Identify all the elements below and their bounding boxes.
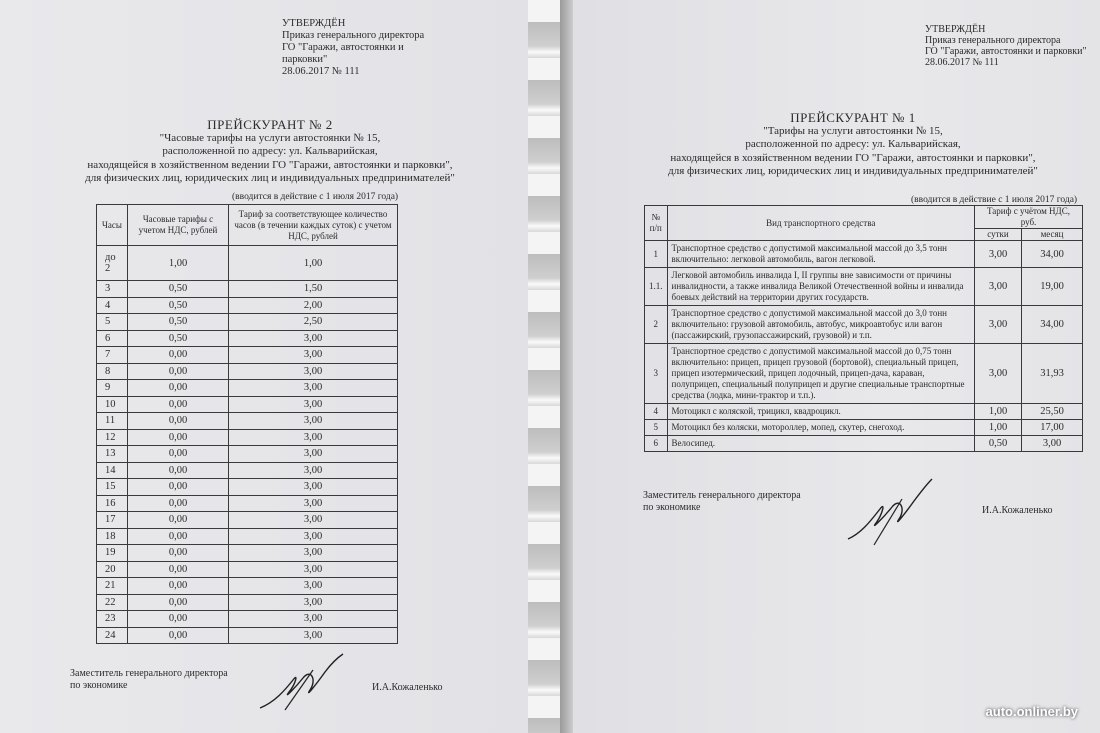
total-rate-cell: 3,00 xyxy=(229,627,398,644)
hourly-rate-cell: 0,00 xyxy=(128,347,229,364)
hourly-rate-cell: 0,00 xyxy=(128,462,229,479)
hours-cell: 7 xyxy=(97,347,128,364)
hourly-rate-cell: 0,00 xyxy=(128,396,229,413)
effective-date: (вводится в действие с 1 июля 2017 года) xyxy=(911,195,1078,205)
approval-date: 28.06.2017 № 111 xyxy=(925,57,999,68)
table-header-row xyxy=(97,205,398,246)
total-rate-cell: 3,00 xyxy=(229,545,398,562)
vehicle-type-cell: Мотоцикл без коляски, мотороллер, мопед, скутер, снегоход. xyxy=(667,420,975,436)
total-rate-cell: 3,00 xyxy=(229,611,398,628)
approval-line: ГО "Гаражи, автостоянки и парковки" xyxy=(925,46,1087,57)
total-rate-cell: 2,50 xyxy=(229,314,398,331)
total-rate-cell: 3,00 xyxy=(229,446,398,463)
table-row xyxy=(645,344,1083,404)
document-subtitle: для физических лиц, юридических лиц и индивидуальных предпринимателей" xyxy=(85,172,455,184)
hours-cell: 5 xyxy=(97,314,128,331)
total-rate-cell: 3,00 xyxy=(229,512,398,529)
total-rate-cell: 3,00 xyxy=(229,363,398,380)
table-row xyxy=(97,347,398,364)
hours-cell: 23 xyxy=(97,611,128,628)
hours-cell: 3 xyxy=(97,281,128,298)
total-rate-cell: 3,00 xyxy=(229,413,398,430)
hours-cell: 6 xyxy=(97,330,128,347)
vehicle-type-cell: Транспортное средство с допустимой максимальной массой до 3,0 тонн включительно: грузовой автомобиль, автобус, микроавтобус или вагон (пассажирский, грузопассажирский, грузовой) и т.п. xyxy=(667,306,975,344)
approval-stamp xyxy=(282,18,424,78)
table-row xyxy=(97,512,398,529)
day-rate-cell: 0,50 xyxy=(975,436,1022,452)
vehicle-type-cell: Легковой автомобиль инвалида I, II группы вне зависимости от причины инвалидности, а также инвалида Великой Отечественной войны и инвалида боевых действий на территории других государств. xyxy=(667,268,975,306)
column-header-number: № п/п xyxy=(645,206,668,241)
hours-cell: 17 xyxy=(97,512,128,529)
blinds-shadow xyxy=(560,0,574,733)
table-row xyxy=(97,297,398,314)
hourly-rate-cell: 1,00 xyxy=(128,246,229,281)
total-rate-cell: 3,00 xyxy=(229,479,398,496)
table-row xyxy=(645,268,1083,306)
total-rate-cell: 1,50 xyxy=(229,281,398,298)
hourly-rate-cell: 0,00 xyxy=(128,380,229,397)
price-list-2-sheet xyxy=(0,0,535,733)
table-header-row xyxy=(645,206,1083,229)
hours-cell: 9 xyxy=(97,380,128,397)
hours-cell: 4 xyxy=(97,297,128,314)
approval-stamp xyxy=(925,24,1087,68)
column-header-month: месяц xyxy=(1022,229,1083,241)
total-rate-cell: 3,00 xyxy=(229,347,398,364)
total-rate-cell: 3,00 xyxy=(229,462,398,479)
signature xyxy=(840,475,940,550)
document-title: ПРЕЙСКУРАНТ № 1 xyxy=(790,110,916,125)
approval-line: парковки" xyxy=(282,54,328,65)
table-row xyxy=(97,561,398,578)
table-row xyxy=(97,363,398,380)
hourly-rate-cell: 0,00 xyxy=(128,594,229,611)
hours-cell: 24 xyxy=(97,627,128,644)
table-row xyxy=(97,396,398,413)
hourly-rate-cell: 0,50 xyxy=(128,281,229,298)
table-row xyxy=(97,578,398,595)
hourly-rate-cell: 0,00 xyxy=(128,528,229,545)
vehicle-type-cell: Мотоцикл с коляской, трицикл, квадроцикл. xyxy=(667,404,975,420)
hours-cell: 12 xyxy=(97,429,128,446)
hourly-rate-cell: 0,00 xyxy=(128,578,229,595)
vehicle-tariff-table xyxy=(644,205,1083,452)
total-rate-cell: 3,00 xyxy=(229,429,398,446)
total-rate-cell: 3,00 xyxy=(229,578,398,595)
hourly-tariff-table xyxy=(96,204,398,644)
signer-title xyxy=(70,668,228,692)
day-rate-cell: 3,00 xyxy=(975,344,1022,404)
hours-cell: 19 xyxy=(97,545,128,562)
hourly-rate-cell: 0,00 xyxy=(128,446,229,463)
hourly-rate-cell: 0,00 xyxy=(128,611,229,628)
document-title: ПРЕЙСКУРАНТ № 2 xyxy=(207,117,333,132)
signer-title-line: Заместитель генерального директора xyxy=(643,490,801,501)
month-rate-cell: 25,50 xyxy=(1022,404,1083,420)
total-rate-cell: 3,00 xyxy=(229,594,398,611)
hours-cell: 8 xyxy=(97,363,128,380)
document-subtitle: расположенной по адресу: ул. Кальварийская, xyxy=(162,145,378,157)
table-row xyxy=(97,330,398,347)
table-row xyxy=(645,404,1083,420)
hourly-rate-cell: 0,50 xyxy=(128,330,229,347)
document-subtitle: "Тарифы на услуги автостоянки № 15, xyxy=(763,124,943,137)
hourly-rate-cell: 0,00 xyxy=(128,512,229,529)
column-header-hours: Часы xyxy=(97,205,128,246)
vehicle-type-cell: Транспортное средство с допустимой максимальной массой до 0,75 тонн включительно: прицеп, прицеп грузовой (бортовой), специальный прицеп, прицеп изотермический, прицеп лодочный, прицеп-дача, караван, полуприцеп, специальный полуприцеп и другие специальные транспортные средства (лодка, мини-трактор и т.п.). xyxy=(667,344,975,404)
hourly-rate-cell: 0,50 xyxy=(128,314,229,331)
month-rate-cell: 34,00 xyxy=(1022,241,1083,268)
row-number-cell: 1 xyxy=(645,241,668,268)
watermark: auto.onliner.by xyxy=(985,704,1078,719)
approval-heading: УТВЕРЖДЁН xyxy=(925,24,986,35)
hours-cell: 16 xyxy=(97,495,128,512)
day-rate-cell: 3,00 xyxy=(975,306,1022,344)
document-subtitle: находящейся в хозяйственном ведении ГО "Гаражи, автостоянки и парковки", xyxy=(670,151,1036,164)
hours-cell: 18 xyxy=(97,528,128,545)
approval-line: ГО "Гаражи, автостоянки и xyxy=(282,42,404,53)
table-row xyxy=(97,545,398,562)
hours-cell: до 2 xyxy=(97,246,128,281)
hourly-rate-cell: 0,00 xyxy=(128,363,229,380)
month-rate-cell: 34,00 xyxy=(1022,306,1083,344)
vehicle-type-cell: Велосипед. xyxy=(667,436,975,452)
document-subtitle: расположенной по адресу: ул. Кальварийская, xyxy=(745,138,961,150)
table-row xyxy=(645,306,1083,344)
approval-line: Приказ генерального директора xyxy=(925,35,1061,46)
hourly-rate-cell: 0,00 xyxy=(128,495,229,512)
table-row xyxy=(97,246,398,281)
row-number-cell: 3 xyxy=(645,344,668,404)
table-row xyxy=(97,594,398,611)
signer-title-line: по экономике xyxy=(643,502,701,513)
table-row xyxy=(97,281,398,298)
table-row xyxy=(97,611,398,628)
column-header-tariff: Тариф с учётом НДС, руб. xyxy=(975,206,1083,229)
month-rate-cell: 3,00 xyxy=(1022,436,1083,452)
document-subtitle: для физических лиц, юридических лиц и индивидуальных предпринимателей" xyxy=(668,165,1038,177)
signer-name: И.А.Кожаленько xyxy=(982,505,1053,516)
document-subtitle: "Часовые тарифы на услуги автостоянки № 15, xyxy=(159,131,381,144)
day-rate-cell: 1,00 xyxy=(975,420,1022,436)
signer-title-line: Заместитель генерального директора xyxy=(70,668,228,679)
table-row xyxy=(97,314,398,331)
hourly-rate-cell: 0,00 xyxy=(128,413,229,430)
table-row xyxy=(97,627,398,644)
signer-title xyxy=(643,490,801,514)
day-rate-cell: 1,00 xyxy=(975,404,1022,420)
document-subtitle: находящейся в хозяйственном ведении ГО "Гаражи, автостоянки и парковки", xyxy=(87,158,453,171)
total-rate-cell: 3,00 xyxy=(229,396,398,413)
total-rate-cell: 3,00 xyxy=(229,495,398,512)
column-header-hourly-rate: Часовые тарифы с учетом НДС, рублей xyxy=(128,205,229,246)
approval-heading: УТВЕРЖДЁН xyxy=(282,18,346,29)
document-title-block xyxy=(643,111,1063,179)
approval-date: 28.06.2017 № 111 xyxy=(282,66,360,77)
total-rate-cell: 3,00 xyxy=(229,528,398,545)
approval-line: Приказ генерального директора xyxy=(282,30,425,41)
hours-cell: 11 xyxy=(97,413,128,430)
hourly-rate-cell: 0,00 xyxy=(128,479,229,496)
table-row xyxy=(97,380,398,397)
signature xyxy=(255,650,355,715)
day-rate-cell: 3,00 xyxy=(975,268,1022,306)
total-rate-cell: 3,00 xyxy=(229,380,398,397)
row-number-cell: 6 xyxy=(645,436,668,452)
table-row xyxy=(97,495,398,512)
hours-cell: 13 xyxy=(97,446,128,463)
vehicle-type-cell: Транспортное средство с допустимой максимальной массой до 3,5 тонн включительно: легковой автомобиль, вагон легковой. xyxy=(667,241,975,268)
hours-cell: 22 xyxy=(97,594,128,611)
hourly-rate-cell: 0,50 xyxy=(128,297,229,314)
document-title-block xyxy=(80,118,460,186)
table-row xyxy=(645,241,1083,268)
column-header-vehicle-type: Вид транспортного средства xyxy=(667,206,975,241)
total-rate-cell: 2,00 xyxy=(229,297,398,314)
total-rate-cell: 3,00 xyxy=(229,330,398,347)
table-row xyxy=(97,479,398,496)
table-row xyxy=(645,420,1083,436)
row-number-cell: 1.1. xyxy=(645,268,668,306)
hours-cell: 21 xyxy=(97,578,128,595)
month-rate-cell: 17,00 xyxy=(1022,420,1083,436)
hours-cell: 14 xyxy=(97,462,128,479)
hourly-rate-cell: 0,00 xyxy=(128,545,229,562)
hours-cell: 20 xyxy=(97,561,128,578)
hourly-rate-cell: 0,00 xyxy=(128,561,229,578)
column-header-total-rate: Тариф за соответствующее количество часов (в течении каждых суток) с учетом НДС, рублей xyxy=(229,205,398,246)
effective-date: (вводится в действие с 1 июля 2017 года) xyxy=(232,192,399,202)
signer-title-line: по экономике xyxy=(70,680,128,691)
table-row xyxy=(645,436,1083,452)
month-rate-cell: 19,00 xyxy=(1022,268,1083,306)
table-row xyxy=(97,528,398,545)
hours-cell: 10 xyxy=(97,396,128,413)
day-rate-cell: 3,00 xyxy=(975,241,1022,268)
table-row xyxy=(97,429,398,446)
column-header-day: сутки xyxy=(975,229,1022,241)
table-row xyxy=(97,413,398,430)
row-number-cell: 4 xyxy=(645,404,668,420)
table-row xyxy=(97,462,398,479)
row-number-cell: 2 xyxy=(645,306,668,344)
month-rate-cell: 31,93 xyxy=(1022,344,1083,404)
total-rate-cell: 3,00 xyxy=(229,561,398,578)
hourly-rate-cell: 0,00 xyxy=(128,627,229,644)
row-number-cell: 5 xyxy=(645,420,668,436)
total-rate-cell: 1,00 xyxy=(229,246,398,281)
table-row xyxy=(97,446,398,463)
hours-cell: 15 xyxy=(97,479,128,496)
signer-name: И.А.Кожаленько xyxy=(372,682,443,693)
hourly-rate-cell: 0,00 xyxy=(128,429,229,446)
